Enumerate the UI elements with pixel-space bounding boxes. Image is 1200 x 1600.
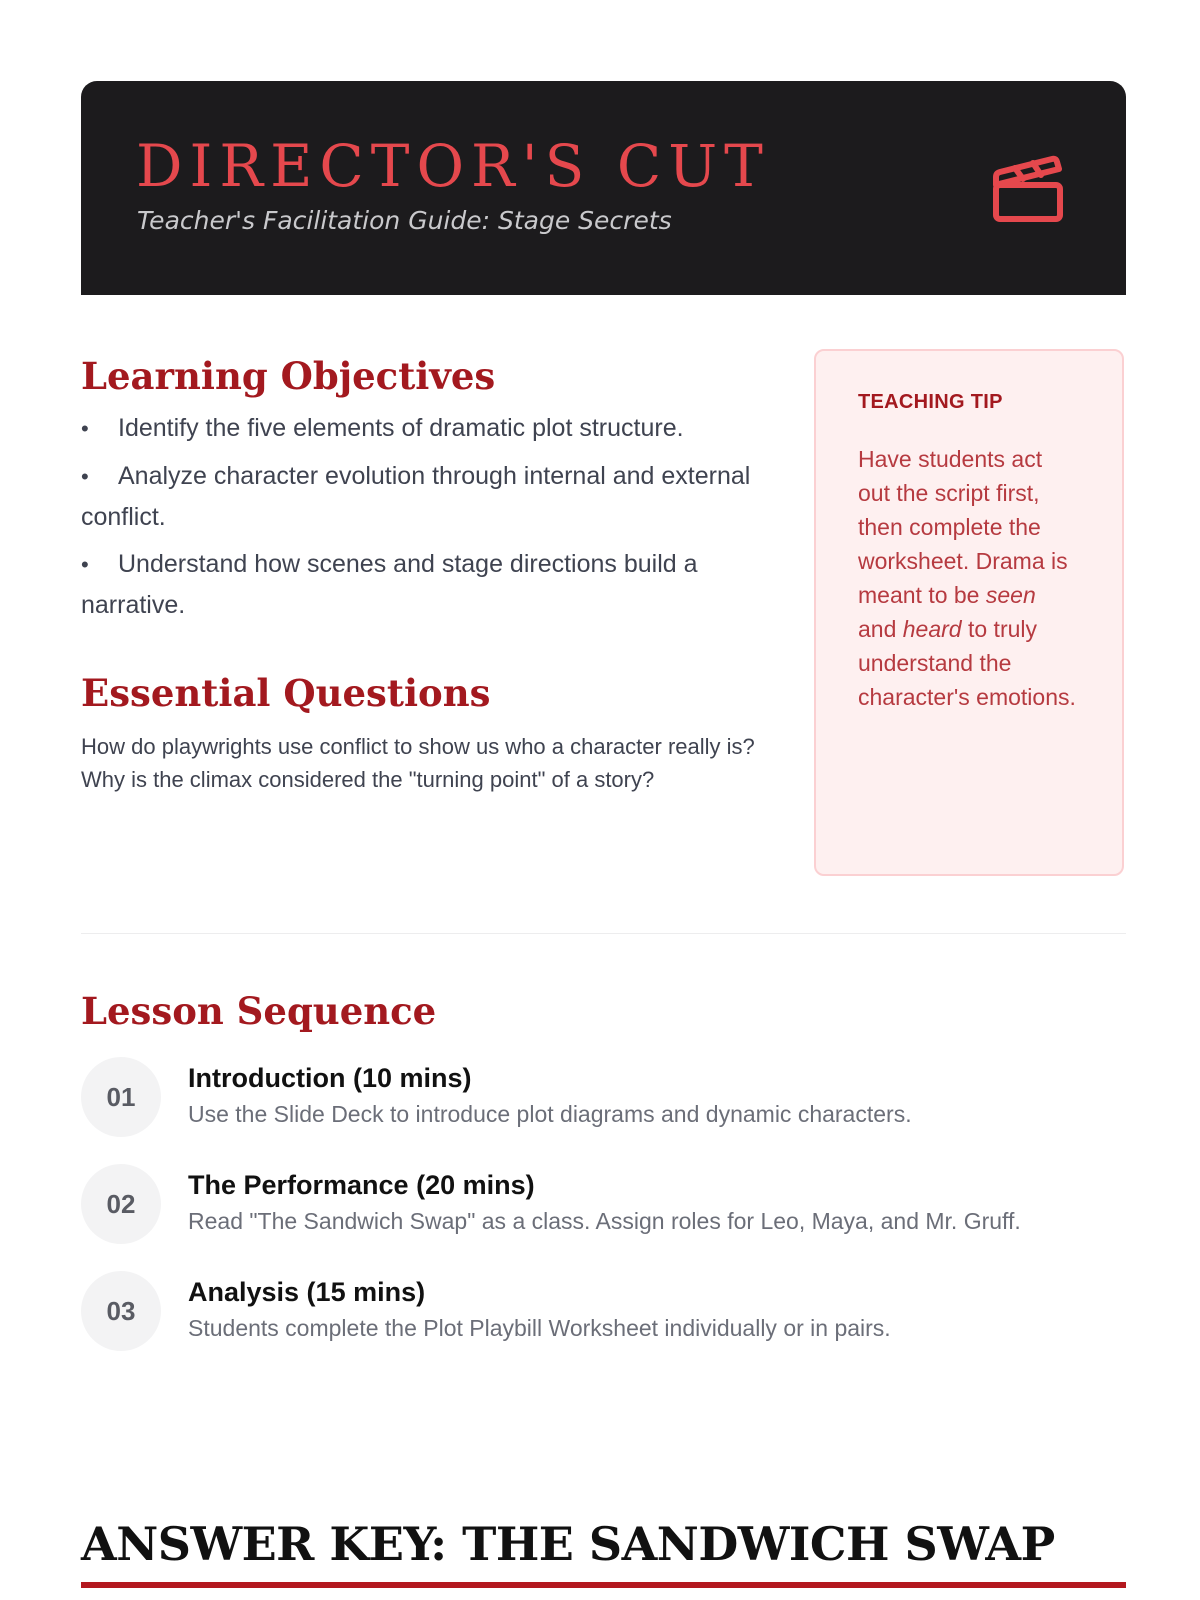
teaching-tip-text <box>858 442 1080 714</box>
page-title: DIRECTOR'S CUT <box>136 132 770 200</box>
objective-text: Analyze character evolution through internal and external conflict. <box>81 462 751 532</box>
clapperboard-icon <box>991 151 1065 223</box>
step-item <box>81 1271 1126 1378</box>
list-item <box>81 544 761 625</box>
step-number-badge: 02 <box>81 1164 161 1244</box>
answer-key-rule <box>81 1582 1126 1588</box>
lesson-sequence <box>81 989 1126 1378</box>
guide-page <box>81 81 1126 1571</box>
objective-text: Understand how scenes and stage directions build a narrative. <box>81 550 698 620</box>
essential-questions-heading: Essential Questions <box>81 671 491 716</box>
step-title: The Performance (20 mins) <box>188 1170 535 1201</box>
answer-key-section <box>81 1519 1126 1588</box>
tip-text-part: and <box>858 616 903 642</box>
step-description: Use the Slide Deck to introduce plot diagrams and dynamic characters. <box>188 1101 912 1128</box>
teaching-tip-label: TEACHING TIP <box>858 391 1003 413</box>
lesson-sequence-heading: Lesson Sequence <box>81 989 437 1033</box>
left-column <box>81 354 761 796</box>
tip-emphasis: heard <box>902 616 962 642</box>
step-list <box>81 1057 1126 1378</box>
list-item <box>81 456 761 537</box>
step-description: Read "The Sandwich Swap" as a class. Assign roles for Leo, Maya, and Mr. Gruff. <box>188 1208 1021 1235</box>
header-banner <box>81 81 1126 295</box>
step-title: Introduction (10 mins) <box>188 1063 472 1094</box>
bullet-icon: • <box>81 416 89 442</box>
objectives-list <box>81 408 761 625</box>
tip-emphasis: seen <box>985 582 1036 608</box>
objective-text: Identify the five elements of dramatic plot structure. <box>118 414 684 443</box>
teaching-tip-card <box>814 349 1124 876</box>
essential-questions-text: How do playwrights use conflict to show us who a character really is? Why is the climax considered the "turning point" of a story? <box>81 733 755 792</box>
step-description: Students complete the Plot Playbill Worksheet individually or in pairs. <box>188 1315 891 1342</box>
tip-text-part: Have students act out the script first, then complete the worksheet. Drama is meant to be <box>858 446 1068 608</box>
list-item <box>81 408 761 449</box>
bullet-icon: • <box>81 464 89 490</box>
step-item <box>81 1164 1126 1271</box>
tip-text-part: to truly understand the character's emotions. <box>858 616 1076 710</box>
step-title: Analysis (15 mins) <box>188 1277 426 1308</box>
step-number-badge: 01 <box>81 1057 161 1137</box>
answer-key-title: ANSWER KEY: THE SANDWICH SWAP <box>81 1517 1055 1571</box>
section-divider <box>81 933 1126 934</box>
bullet-icon: • <box>81 552 89 578</box>
objectives-heading: Learning Objectives <box>81 354 496 398</box>
step-number-badge: 03 <box>81 1271 161 1351</box>
page-subtitle: Teacher's Facilitation Guide: Stage Secrets <box>137 206 672 235</box>
step-item <box>81 1057 1126 1164</box>
